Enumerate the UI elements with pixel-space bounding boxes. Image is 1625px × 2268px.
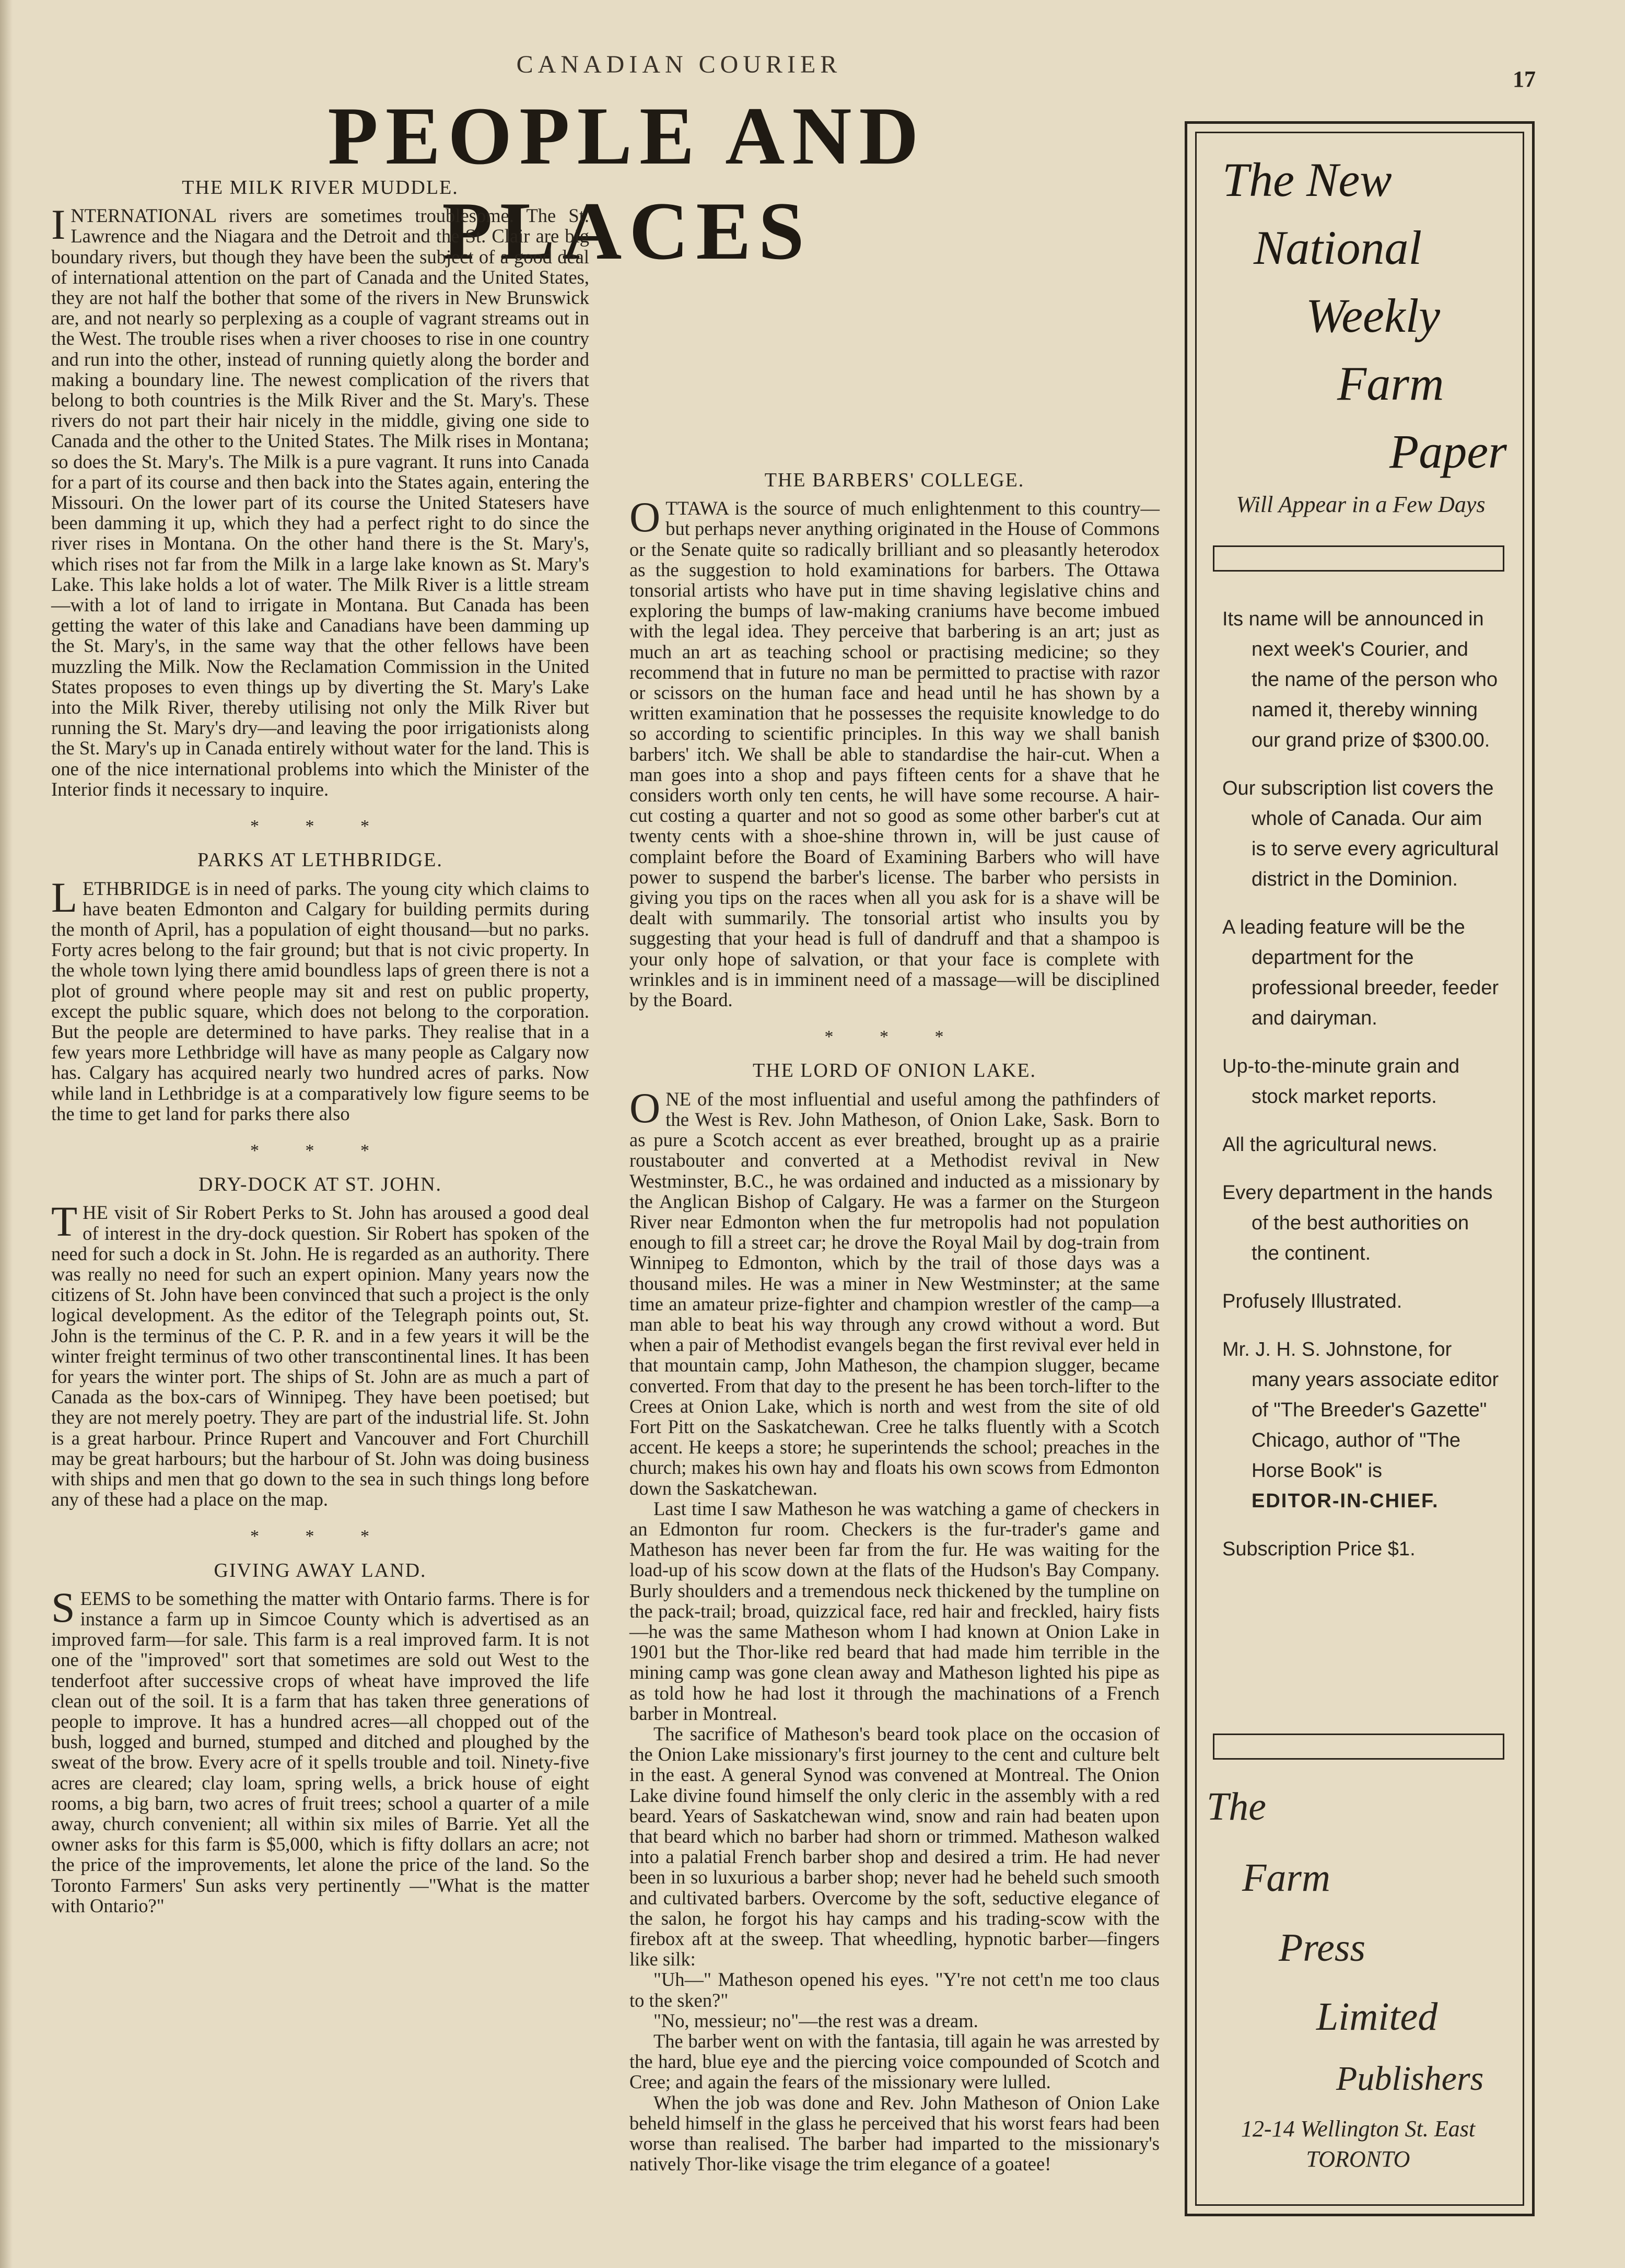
article-body: NE of the most influential and useful among the pathfinders of the West is Rev. John Matheson, of Onion Lake, Sask. Born to as pure a Scotch accent as ever breathed, brought up as a prairie roustabouter and converted at a Methodist revival in New Westminster, B.C., he was ordained and inducted as a missionary by the Anglican Bishop of Calgary. He was a farmer on the Sturgeon River near Edmonton when the fur metropolis had not population enough to fill a street car; he drove the Royal Mail by dog-train from Winnipeg to Edmonton, which by the trail of those days was a thousand miles. He was a miner in New Westminster; at the same time an amateur prize-fighter and champion wrestler of the camp—a man able to beat his way through any crowd without a word. But when a pair of Methodist evangels began the first revival ever held in that mountain camp, John Matheson, the champion slugger, became converted. From that day to the present he has been torch-lifter to the Crees at Onion Lake, which is north and west from the site of old Fort Pitt on the Saskatchewan. Cree he talks fluently with a Scotch accent. He keeps a store; he superintends the school; preaches in the church; makes his own hay and floats his own scows from Edmonton down the Saskatchewan.: [629, 1088, 1160, 1499]
article-body: NTERNATIONAL rivers are sometimes troublesome. The St. Lawrence and the Niagara and the Detroit and the St. Clair are big boundary rivers, but though they have been the subject of a good deal of international attention on the part of Canada and the United States, they are not half the bother that some of the rivers in New Brunswick are, and not nearly so perplexing as a couple of vagrant streams out in the West. The trouble rises when a river chooses to rise in one country and run into the other, instead of running quietly along the border and making a boundary line. The newest complication of the rivers that belong to both countries is the Milk River and the St. Mary's. These rivers do not part their hair nicely in the middle, giving one side to Canada and the other to the United States. The Milk rises in Montana; so does the St. Mary's. The Milk is a pure vagrant. It runs into Canada for a part of its course and then back into the States again, entering the Missouri. On the lower part of its course the United Statesers have been damming it up, which they had a perfect right to do since the river rises in Montana. On the other hand there is the St. Mary's, which rises not far from the Milk in a large lake known as St. Mary's Lake. This lake holds a lot of water. The Milk River is a little stream—with a lot of land to irrigate in Montana. But Canada has been getting the water of this lake and Canadians have been damming up the St. Mary's, in the same way that the other fellows have been muzzling the Milk. Now the Reclamation Commission in the United States proposes to even things up by diverting the St. Mary's Lake into the Milk River, thereby utilising not only the Milk River but running the St. Mary's dry—and leaving the poor irrigationists along the St. Mary's up in Canada entirely without water for the land. This is one of the nice international problems into which the Minister of the Interior finds it necessary to inquire.: [51, 205, 589, 800]
drop-cap: O: [629, 1084, 661, 1132]
ad-title-line: Farm: [1337, 357, 1444, 410]
article-onion-lake: [629, 1061, 1160, 2174]
article-body: TTAWA is the source of much enlightenment to this country—but perhaps never anything originated in the House of Commons or the Senate quite so radically brilliant and so pleasantly heterodox as the suggestion to hold examinations for barbers. The Ottawa tonsorial artists who have put in time shaving legislative chins and exploring the bumps of law-making craniums have become imbued with the legal idea. They perceive that barbering is an art; just as much an art as teaching school or practising medicine; so they recommend that in future no man be permitted to practise with razor or scissors on the human face and head until he has shown by a written examination that he possesses the requisite knowledge to do so according to scientific principles. In this way we shall banish barbers' itch. We shall be able to standardise the hair-cut. When a man goes into a shop and pays fifteen cents for a shave that he considers worth only ten cents, he will have some recourse. A hair-cut costing a quarter and not so good as some other barber's cut at twenty cents with a shoe-shine thrown in, will be just cause of complaint before the Board of Examining Barbers who will have power to suspend the barber's license. The barber who persists in giving you tips on the races when all you ask for is a shave will be dealt with summarily. The tonsorial artist who insults you by suggesting that your head is full of dandruff and that a shampoo is your only hope of salvation, or that your face is complete with wrinkles and is in imminent need of a massage—will be disciplined by the Board.: [629, 497, 1160, 1011]
running-title: CANADIAN COURIER: [516, 51, 842, 78]
section-separator: * * *: [250, 817, 390, 836]
ad-title-line: The New: [1222, 153, 1392, 206]
middle-column: [629, 178, 1160, 2174]
ad-publisher-line: Publishers: [1336, 2060, 1484, 2098]
article-paragraph: Last time I saw Matheson he was watching a game of checkers in an Edmonton fur room. Checkers is the fur-trader's game and Matheson has never been far from the fur. He was waiting for the load-up of his scow down at the flats of the Hudson's Bay Company. Burly shoulders and a tremendous neck thickened by the tumpline on the pack-trail; broad, quizzical face, red hair and freckled, hairy fists—he was the same Matheson whom I had known at Onion Lake in 1901 but the Thor-like red beard that had made him terrible in the mining camp was gone clean away and Matheson lighted his pipe as as told how he had lost it through the machinations of a French barber in Montreal.: [629, 1497, 1160, 1724]
ad-price: Subscription Price $1.: [1222, 1538, 1416, 1560]
article-title: PARKS AT LETHBRIDGE.: [197, 849, 443, 871]
section-separator: * * *: [250, 1141, 390, 1160]
ad-title-line: Weekly: [1306, 289, 1441, 342]
page-headline: PEOPLE AND PLACES: [328, 90, 926, 277]
ad-paragraph: Profusely Illustrated.: [1222, 1290, 1402, 1312]
article-barbers-college: [629, 470, 1160, 1010]
ad-paragraph: Its name will be announced in next week's Courier, and the name of the person who named it, thereby winning our grand prize of $300.00.: [1222, 608, 1498, 751]
page-number: 17: [1513, 66, 1536, 92]
article-paragraph: "No, messieur; no"—the rest was a dream.: [653, 2009, 978, 2031]
article-body: EEMS to be something the matter with Ontario farms. There is for instance a farm up in Simcoe County which is advertised as an improved farm—for sale. This farm is a real improved farm. It is not one of the "improved" sort that sometimes are sold out West to the tenderfoot after successive crops of wheat have improved the life clean out of the soil. It is a farm that has taken three generations of people to improve. It has a hundred acres—all chopped out of the bush, logged and burned, stumped and ditched and ploughed by the sweat of the brow. Every acre of it spells trouble and toil. Ninety-five acres are cleared; clay loam, spring wells, a brick house of eight rooms, a big barn, two acres of fruit trees; school a quarter of a mile away, church convenient; all within six miles of Barrie. Yet all the owner asks for this farm is $5,000, which is fifty dollars an acre; not the price of the improvements, let alone the price of the land. So the Toronto Farmers' Sun asks very pertinently —"What is the matter with Ontario?": [51, 1587, 589, 1916]
article-giving-away-land: [51, 1561, 589, 1916]
section-separator: * * *: [824, 1027, 965, 1047]
ad-publisher-line: The: [1207, 1785, 1266, 1829]
drop-cap: O: [629, 493, 661, 541]
ad-paragraph: Our subscription list covers the whole of Canada. Our aim is to serve every agricultural district in the Dominion.: [1222, 777, 1499, 890]
article-milk-river: [51, 178, 589, 799]
drop-cap: I: [51, 201, 66, 249]
drop-cap: T: [51, 1197, 78, 1246]
article-paragraph: The barber went on with the fantasia, till again he was arrested by the hard, blue eye and the piercing voice compounded of Scotch and Cree; and again the fears of the missionary were lulled.: [629, 2030, 1160, 2093]
ad-appear-notice: Will Appear in a Few Days: [1236, 492, 1486, 517]
ad-publisher-line: Limited: [1316, 1995, 1438, 2039]
ad-paragraph: Up-to-the-minute grain and stock market reports.: [1222, 1055, 1460, 1108]
article-lethbridge-parks: [51, 850, 589, 1124]
page-gutter-shadow: [0, 0, 13, 2268]
left-column: [51, 178, 589, 1916]
article-dry-dock: [51, 1174, 589, 1509]
ad-rule-box: [1213, 545, 1504, 572]
article-body: HE visit of Sir Robert Perks to St. John has aroused a good deal of interest in the dry-dock question. Sir Robert has spoken of the need for such a dock in St. John. He is regarded as an authority. There was really no need for such an expert opinion. Many years now the citizens of St. John have been convinced that such a project is the only logical development. As the editor of the Telegraph points out, St. John is the terminus of the C. P. R. and in a few years it will be the winter freight terminus of two other transcontinental lines. It has been for years the winter port. The ships of St. John are as much a part of Canada as the box-cars of Winnipeg. They have been poetised; but they are not merely poetry. They are part of the industrial life. St. John is a great harbour. Prince Rupert and Vancouver and Fort Churchill may be great harbours; but the harbour of St. John was doing business with ships and men that go down to the sea in such things long before any of these had a place on the map.: [51, 1202, 589, 1510]
ad-rule-box: [1213, 1734, 1504, 1760]
ad-paragraph: Every department in the hands of the best authorities on the continent.: [1222, 1182, 1493, 1264]
article-title: GIVING AWAY LAND.: [214, 1559, 427, 1581]
ad-publisher-line: Press: [1279, 1926, 1366, 1970]
ad-address: [1201, 2114, 1515, 2174]
ad-address-line: TORONTO: [1306, 2146, 1410, 2172]
ad-address-line: 12-14 Wellington St. East: [1241, 2116, 1476, 2142]
article-title: DRY-DOCK AT ST. JOHN.: [198, 1173, 442, 1196]
article-title: THE MILK RIVER MUDDLE.: [182, 177, 459, 199]
drop-cap: L: [51, 873, 78, 921]
ad-paragraph: A leading feature will be the department for the professional breeder, feeder and dairyman.: [1222, 916, 1499, 1029]
ad-copy: [1222, 604, 1499, 1582]
article-paragraph: "Uh—" Matheson opened his eyes. "Y're not cett'n me too claus to the sken?": [629, 1969, 1160, 2011]
ad-editor-title: EDITOR-IN-CHIEF.: [1252, 1490, 1439, 1512]
section-separator: * * *: [250, 1527, 390, 1546]
ad-title-line: Paper: [1389, 425, 1507, 478]
ad-title-line: National: [1254, 221, 1422, 274]
drop-cap: S: [51, 1583, 75, 1631]
article-title: THE LORD OF ONION LAKE.: [752, 1060, 1037, 1082]
ad-publisher-line: Farm: [1242, 1856, 1330, 1900]
ad-paragraph: Mr. J. H. S. Johnstone, for many years associate editor of "The Breeder's Gazette" Chicago, author of "The Horse Book" is: [1222, 1339, 1499, 1482]
article-title: THE BARBERS' COLLEGE.: [764, 469, 1025, 491]
article-body: ETHBRIDGE is in need of parks. The young city which claims to have beaten Edmonton and Calgary for building permits during the month of April, has a population of eight thousand—but no parks. Forty acres belong to the fair ground; but that is not civic property. In the whole town lying there amid boundless laps of green there is not a plot of ground where people may sit and rest on public property, except the public square, which does not belong to the corporation. But the people are determined to have parks. They realise that in a few years more Lethbridge will have as many people as Calgary now has. Calgary has acquired nearly two hundred acres of parks. Now while land in Lethbridge is at a comparatively low figure seems to be the time to get land for parks there also: [51, 877, 589, 1124]
column-continuation-space: [629, 178, 1160, 470]
ad-paragraph: All the agricultural news.: [1222, 1134, 1437, 1156]
article-paragraph: The sacrifice of Matheson's beard took place on the occasion of the Onion Lake missionary's first journey to the cent and culture belt in the east. A general Synod was convened at Montreal. The Onion Lake divine found himself the only cleric in the assembly with a red beard. Years of Saskatchewan wind, snow and rain had beaten upon that beard which no barber had shorn or trimmed. Matheson walked into a palatial French barber shop and desired a trim. He had never been in so luxurious a barber shop; never had he beheld such smooth and cultivated barbers. Overcome by the soft, seductive elegance of the salon, he forgot his hay camps and his trading-scow with the firebox aft at the sweep. That wheedling, hypnotic barber—fingers like silk:: [629, 1723, 1160, 1970]
article-paragraph: When the job was done and Rev. John Matheson of Onion Lake beheld himself in the glass he perceived that his worst fears had been worse than realised. The barber had imparted to the missionary's natively Thor-like visage the trim elegance of a goatee!: [629, 2091, 1160, 2175]
